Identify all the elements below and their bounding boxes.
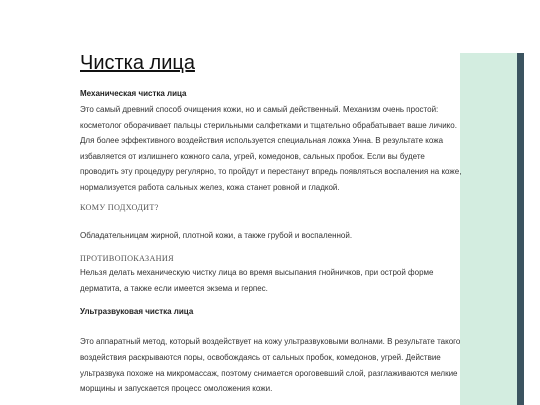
mechanical-body: Это самый древний способ очищения кожи, но и самый действенный. Механизм очень простой: косметолог оборачивает пальцы стерильными салфетками и тщательно обрабатывает ваше личико. Для более эффективного воздействия используется специальная ложка Унна. В результате кожа избавляется от излишнего кожного сала, угрей, комедонов, сальных пробок. Если вы будете проводить эту процедуру регулярно, то пройдут и перестанут впредь появляться воспаления на коже, нормализуется работа сальных желез, кожа станет ровной и гладкой. [80, 105, 462, 192]
page-title: Чистка лица [80, 52, 195, 74]
suits-text: Обладательницам жирной, плотной кожи, а также грубой и воспаленной. [80, 230, 353, 240]
contraindications-text: Нельзя делать механическую чистку лица во время высыпания гнойничков, при острой форме дерматита, а также если имеется экзема и герпес. [80, 268, 434, 293]
article [80, 50, 462, 397]
sidebar-panel [460, 53, 517, 405]
sidebar-edge [517, 53, 524, 405]
suits-label: КОМУ ПОДХОДИТ? [80, 202, 159, 212]
mechanical-heading: Механическая чистка лица [80, 89, 187, 98]
ultrasonic-body: Это аппаратный метод, который воздействует на кожу ультразвуковыми волнами. В результате такого воздействия раскрываются поры, освобождаясь от сальных пробок, комедонов, угрей. Действие ультразвука похоже на микромассаж, поэтому снимается ороговевший слой, разглаживаются мелкие морщины и запускается процесс омоложения кожи. [80, 337, 461, 394]
ultrasonic-heading: Ультразвуковая чистка лица [80, 307, 194, 317]
contraindications-label: ПРОТИВОПОКАЗАНИЯ [80, 254, 174, 264]
